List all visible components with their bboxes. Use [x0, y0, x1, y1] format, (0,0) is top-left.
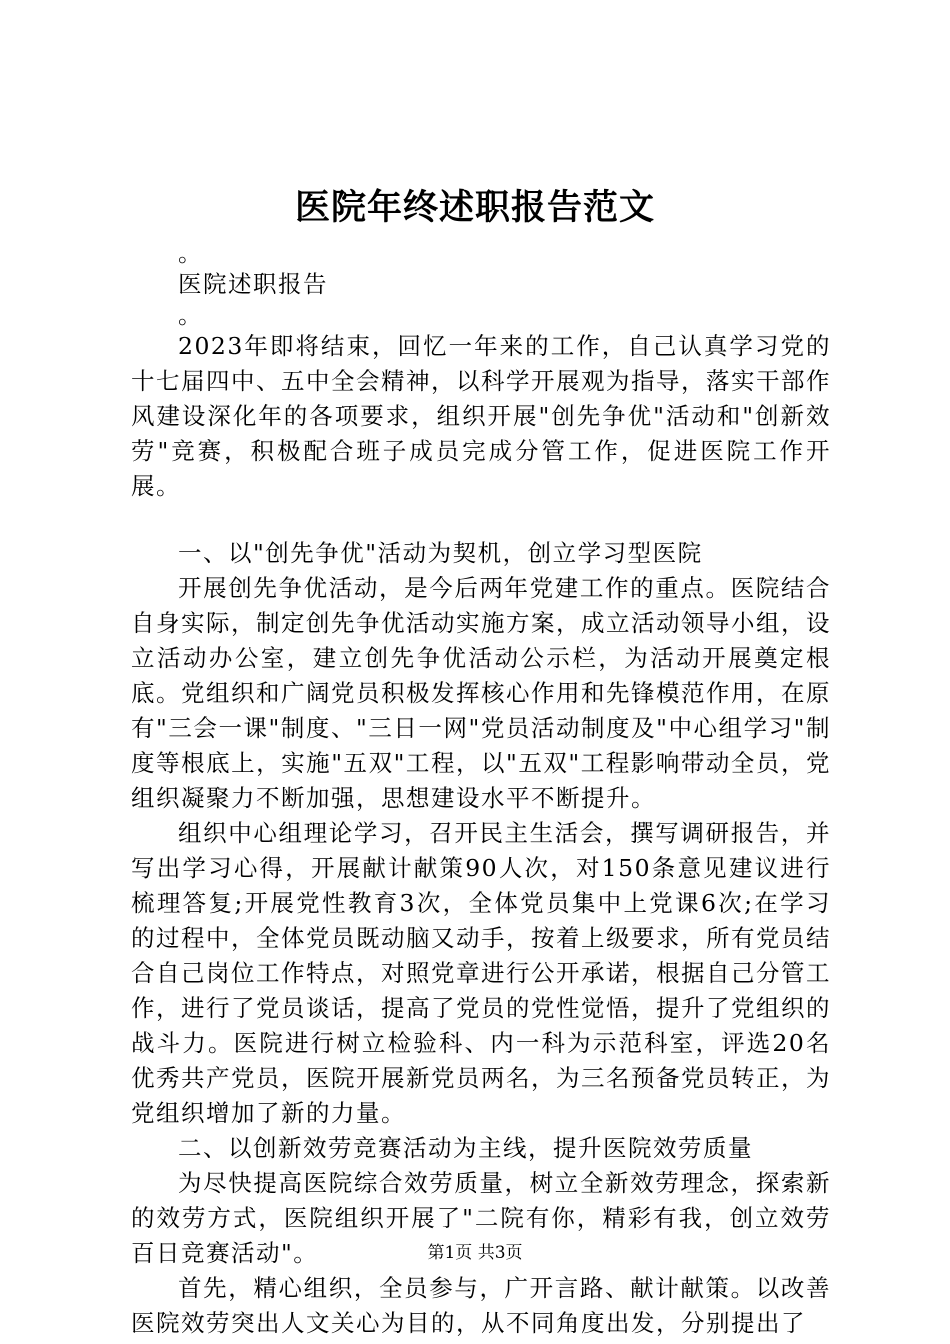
page-number: 第1页 共3页	[427, 1243, 523, 1263]
paragraph: 首先，精心组织，全员参与，广开言路、献计献策。以改善医院效劳突出人文关心为目的，从不同角度出发，分别提出了	[131, 1274, 831, 1337]
bullet-mark: 。	[178, 301, 203, 329]
paragraph: 为尽快提高医院综合效劳质量，树立全新效劳理念，探索新的效劳方式，医院组织开展了"二院有你，精彩有我，创立效劳百日竞赛活动"。	[131, 1169, 831, 1267]
section-heading: 二、以创新效劳竞赛活动为主线，提升医院效劳质量	[178, 1134, 753, 1162]
bullet-mark: 。	[178, 239, 203, 267]
section-label: 医院述职报告	[178, 270, 328, 298]
section-heading: 一、以"创先争优"活动为契机，创立学习型医院	[178, 539, 703, 567]
paragraph: 开展创先争优活动，是今后两年党建工作的重点。医院结合自身实际，制定创先争优活动实施方案，成立活动领导小组，设立活动办公室，建立创先争优活动公示栏，为活动开展奠定根底。党组织和广阔党员积极发挥核心作用和先锋模范作用，在原有"三会一课"制度、"三日一网"党员活动制度及"中心组学习"制度等根底上，实施"五双"工程，以"五双"工程影响带动全员，党组织凝聚力不断加强，思想建设水平不断提升。	[131, 574, 831, 812]
document-body	[131, 240, 831, 1341]
paragraph-intro: 2023年即将结束，回忆一年来的工作，自己认真学习党的十七届四中、五中全会精神，以科学开展观为指导，落实干部作风建设深化年的各项要求，组织开展"创先争优"活动和"创新效劳"竞赛，积极配合班子成员完成分管工作，促进医院工作开展。	[131, 332, 831, 500]
paragraph: 组织中心组理论学习，召开民主生活会，撰写调研报告，并写出学习心得，开展献计献策90人次，对150条意见建议进行梳理答复;开展党性教育3次，全体党员集中上党课6次;在学习的过程中，全体党员既动脑又动手，按着上级要求，所有党员结合自己岗位工作特点，对照党章进行公开承诺，根据自己分管工作，进行了党员谈话，提高了党员的党性觉悟，提升了党组织的战斗力。医院进行树立检验科、内一科为示范科室，评选20名优秀共产党员，医院开展新党员两名，为三名预备党员转正，为党组织增加了新的力量。	[131, 819, 831, 1127]
document-title: 医院年终述职报告范文	[294, 187, 655, 228]
